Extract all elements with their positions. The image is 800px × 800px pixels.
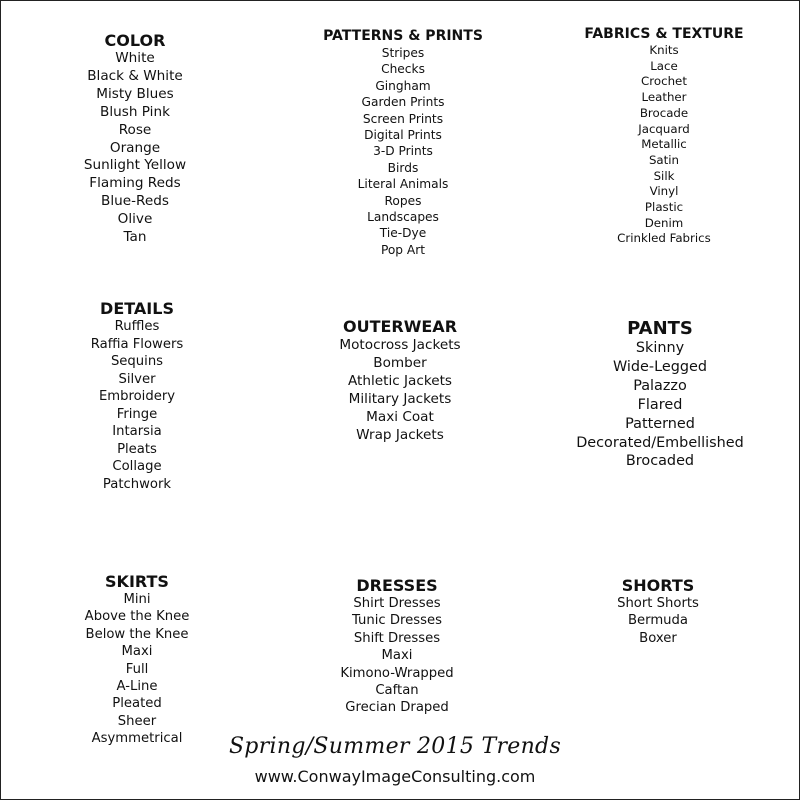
list-item: Bomber bbox=[373, 355, 427, 371]
list-item: Checks bbox=[381, 62, 425, 77]
section-heading: FABRICS & TEXTURE bbox=[584, 26, 744, 42]
list-item: Intarsia bbox=[112, 424, 162, 439]
list-item: Sunlight Yellow bbox=[83, 157, 187, 174]
list-item: Tunic Dresses bbox=[352, 613, 442, 629]
section-dresses bbox=[277, 576, 517, 717]
section-shorts bbox=[538, 576, 778, 647]
section-heading: PANTS bbox=[627, 318, 693, 339]
list-item: Maxi bbox=[121, 644, 153, 660]
list-item: Pleated bbox=[112, 696, 162, 712]
list-item: Decorated/Embellished bbox=[576, 434, 744, 451]
list-item: Literal Animals bbox=[357, 177, 449, 192]
list-item: Landscapes bbox=[367, 210, 439, 225]
list-item: Bermuda bbox=[627, 613, 688, 629]
section-heading: OUTERWEAR bbox=[342, 317, 458, 336]
list-item: Blush Pink bbox=[100, 103, 170, 120]
list-item: Jacquard bbox=[638, 121, 690, 136]
section-pants bbox=[540, 318, 780, 471]
trend-list bbox=[280, 336, 520, 444]
list-item: Below the Knee bbox=[85, 626, 189, 642]
list-item: Blue-Reds bbox=[101, 193, 169, 210]
list-item: Grecian Draped bbox=[345, 700, 449, 716]
list-item: Satin bbox=[648, 152, 680, 167]
list-item: Motocross Jackets bbox=[339, 337, 461, 353]
list-item: Lace bbox=[650, 58, 678, 73]
list-item: Sequins bbox=[110, 354, 164, 369]
list-item: Misty Blues bbox=[96, 85, 174, 102]
list-item: Boxer bbox=[639, 630, 677, 646]
list-item: Metallic bbox=[641, 137, 687, 152]
list-item: Screen Prints bbox=[362, 111, 444, 126]
section-heading: DETAILS bbox=[100, 299, 174, 318]
list-item: Tie-Dye bbox=[379, 226, 427, 241]
list-item: Skinny bbox=[635, 340, 685, 356]
list-item: Patterned bbox=[625, 415, 695, 432]
list-item: Shirt Dresses bbox=[353, 596, 441, 611]
list-item: Flaming Reds bbox=[89, 175, 181, 192]
list-item: Above the Knee bbox=[84, 609, 190, 625]
list-item: Short Shorts bbox=[617, 596, 699, 611]
section-skirts bbox=[17, 572, 257, 748]
trend-list bbox=[17, 591, 257, 748]
list-item: Crinkled Fabrics bbox=[617, 231, 711, 246]
list-item: Garden Prints bbox=[361, 95, 445, 110]
trend-list bbox=[283, 45, 523, 258]
list-item: Maxi Coat bbox=[366, 409, 434, 425]
list-item: Wide-Legged bbox=[613, 358, 707, 375]
list-item: Full bbox=[125, 661, 149, 677]
section-heading: DRESSES bbox=[356, 576, 438, 595]
list-item: Maxi bbox=[381, 648, 413, 664]
list-item: Birds bbox=[387, 160, 419, 175]
section-fabrics-texture bbox=[544, 26, 784, 247]
list-item: Crochet bbox=[641, 74, 687, 89]
footer-url: www.ConwayImageConsulting.com bbox=[254, 767, 536, 786]
list-item: Athletic Jackets bbox=[347, 373, 453, 389]
list-item: White bbox=[115, 50, 155, 66]
list-item: Flared bbox=[637, 396, 683, 413]
list-item: Patchwork bbox=[102, 476, 172, 492]
list-item: Military Jackets bbox=[348, 391, 452, 407]
list-item: Shift Dresses bbox=[353, 630, 441, 646]
list-item: Tan bbox=[123, 229, 147, 246]
list-item: Leather bbox=[641, 90, 687, 105]
list-item: Ropes bbox=[384, 193, 422, 208]
list-item: A-Line bbox=[116, 679, 158, 695]
section-heading: COLOR bbox=[104, 31, 166, 50]
list-item: Knits bbox=[649, 43, 679, 57]
list-item: Kimono-Wrapped bbox=[340, 665, 454, 681]
list-item: Palazzo bbox=[633, 377, 687, 394]
trend-list bbox=[544, 43, 784, 247]
list-item: Raffia Flowers bbox=[90, 336, 184, 352]
trend-list bbox=[17, 318, 257, 493]
list-item: Brocaded bbox=[625, 453, 695, 470]
list-item: Brocade bbox=[639, 105, 689, 120]
list-item: Pleats bbox=[117, 441, 157, 457]
list-item: Orange bbox=[109, 139, 161, 156]
trend-list bbox=[15, 50, 255, 247]
list-item: Asymmetrical bbox=[91, 731, 183, 747]
trend-list bbox=[540, 339, 780, 471]
section-heading: PATTERNS & PRINTS bbox=[323, 28, 483, 44]
list-item: Silk bbox=[653, 168, 675, 183]
list-item: Stripes bbox=[381, 46, 425, 60]
list-item: Digital Prints bbox=[364, 128, 442, 143]
section-heading: SHORTS bbox=[621, 576, 695, 595]
list-item: Plastic bbox=[644, 200, 684, 215]
list-item: Collage bbox=[112, 459, 162, 474]
list-item: Black & White bbox=[87, 67, 183, 84]
list-item: 3-D Prints bbox=[373, 144, 433, 159]
list-item: Pop Art bbox=[380, 242, 426, 257]
section-color bbox=[15, 31, 255, 247]
list-item: Gingham bbox=[375, 78, 431, 93]
section-patterns-prints bbox=[283, 28, 523, 258]
list-item: Denim bbox=[644, 215, 684, 230]
list-item: Olive bbox=[117, 211, 153, 228]
section-details bbox=[17, 299, 257, 493]
footer-title: Spring/Summer 2015 Trends bbox=[228, 734, 562, 759]
list-item: Vinyl bbox=[649, 184, 679, 199]
section-outerwear bbox=[280, 317, 520, 444]
list-item: Mini bbox=[123, 592, 151, 607]
list-item: Embroidery bbox=[98, 389, 176, 404]
trend-list bbox=[277, 595, 517, 717]
list-item: Ruffles bbox=[114, 319, 160, 334]
trend-list bbox=[538, 595, 778, 647]
section-heading: SKIRTS bbox=[105, 572, 169, 591]
list-item: Wrap Jackets bbox=[356, 427, 444, 443]
list-item: Silver bbox=[118, 371, 156, 387]
list-item: Fringe bbox=[116, 406, 158, 422]
list-item: Caftan bbox=[375, 683, 419, 699]
list-item: Rose bbox=[118, 121, 152, 138]
list-item: Sheer bbox=[117, 713, 157, 729]
